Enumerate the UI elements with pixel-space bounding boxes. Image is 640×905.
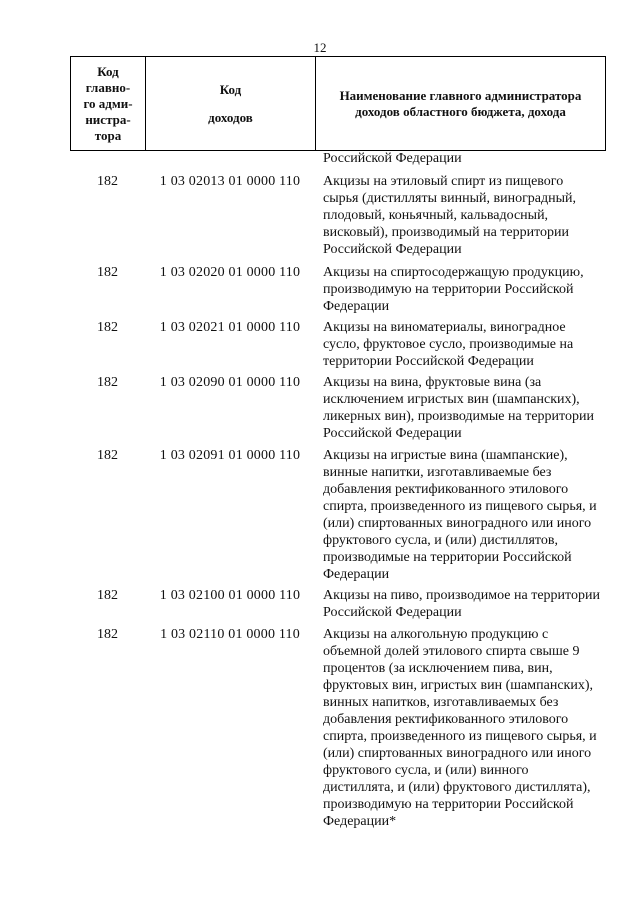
table-row [70, 447, 606, 583]
table-row [70, 374, 606, 442]
row-admin-code: 182 [97, 265, 118, 280]
header-name: Наименование главного администратора доходов областного бюджета, дохода [339, 87, 582, 119]
table-row [70, 319, 606, 370]
row-income-name: Акцизы на игристые вина (шампанские), винные напитки, изготавливаемые без добавления ректификованного этилового спирта, произведенного из пищевого сырья, и (или) спиртованных виноградного или иного фруктового сусла, и (или) дистиллятов, производимые на территории Российской Федерации [323, 448, 597, 582]
row-income-code: 1 03 02110 01 0000 110 [160, 627, 300, 642]
row-income-name: Акцизы на пиво, производимое на территории Российской Федерации [323, 588, 600, 620]
header-income-code-line2: доходов [208, 109, 253, 125]
table-header [70, 56, 606, 151]
row-income-code: 1 03 02100 01 0000 110 [159, 588, 301, 603]
row-income-name: Акцизы на виноматериалы, виноградное сусло, фруктовое сусло, производимые на территории Российской Федерации [323, 320, 574, 369]
row-income-name: Акцизы на алкогольную продукцию с объемной долей этилового спирта свыше 9 процентов (за исключением пива, вин, фруктовых вин, игристых вин (шампанских), винных напитков, изготавливаемых без добавления ректификованного этилового спирта, произведенного из пищевого сырья, и (или) спиртованных виноградного или иного фруктового сусла, и (или) винного дистиллята, и (или) фруктового дистиллята), производимую на территории Российской Федерации* [323, 627, 597, 829]
row-admin-code: 182 [97, 174, 118, 189]
header-income-code [146, 57, 316, 150]
row-admin-code: 182 [97, 588, 118, 603]
row-income-code: 1 03 02090 01 0000 110 [159, 375, 301, 390]
header-income-code-line1: Код [219, 81, 242, 97]
row-income-code: 1 03 02013 01 0000 110 [159, 174, 301, 189]
header-admin-code-text: Код главно-го адми-нистра-тора [83, 63, 133, 143]
row-income-name: Акцизы на вина, фруктовые вина (за исключением игристых вин (шампанских), ликерных вин), производимые на территории Российской Федерации [323, 375, 594, 441]
row-admin-code: 182 [97, 320, 118, 335]
row-income-code: 1 03 02020 01 0000 110 [159, 265, 301, 280]
table-row [70, 587, 606, 621]
continuation-line: Российской Федерации [323, 151, 462, 166]
table-row [70, 264, 606, 315]
row-admin-code: 182 [97, 448, 118, 463]
table-row [70, 626, 606, 830]
page-number: 12 [313, 40, 327, 55]
row-admin-code: 182 [97, 375, 118, 390]
table-body [70, 150, 606, 830]
row-income-code: 1 03 02021 01 0000 110 [159, 320, 301, 335]
row-income-name: Акцизы на спиртосодержащую продукцию, производимую на территории Российской Федерации [323, 265, 584, 314]
table-row [70, 173, 606, 258]
header-admin-code [71, 57, 146, 150]
row-income-code: 1 03 02091 01 0000 110 [159, 448, 301, 463]
row-income-name: Акцизы на этиловый спирт из пищевого сырья (дистилляты винный, виноградный, плодовый, коньячный, кальвадосный, висковый), производимый на территории Российской Федерации [323, 174, 577, 257]
row-admin-code: 182 [97, 627, 118, 642]
